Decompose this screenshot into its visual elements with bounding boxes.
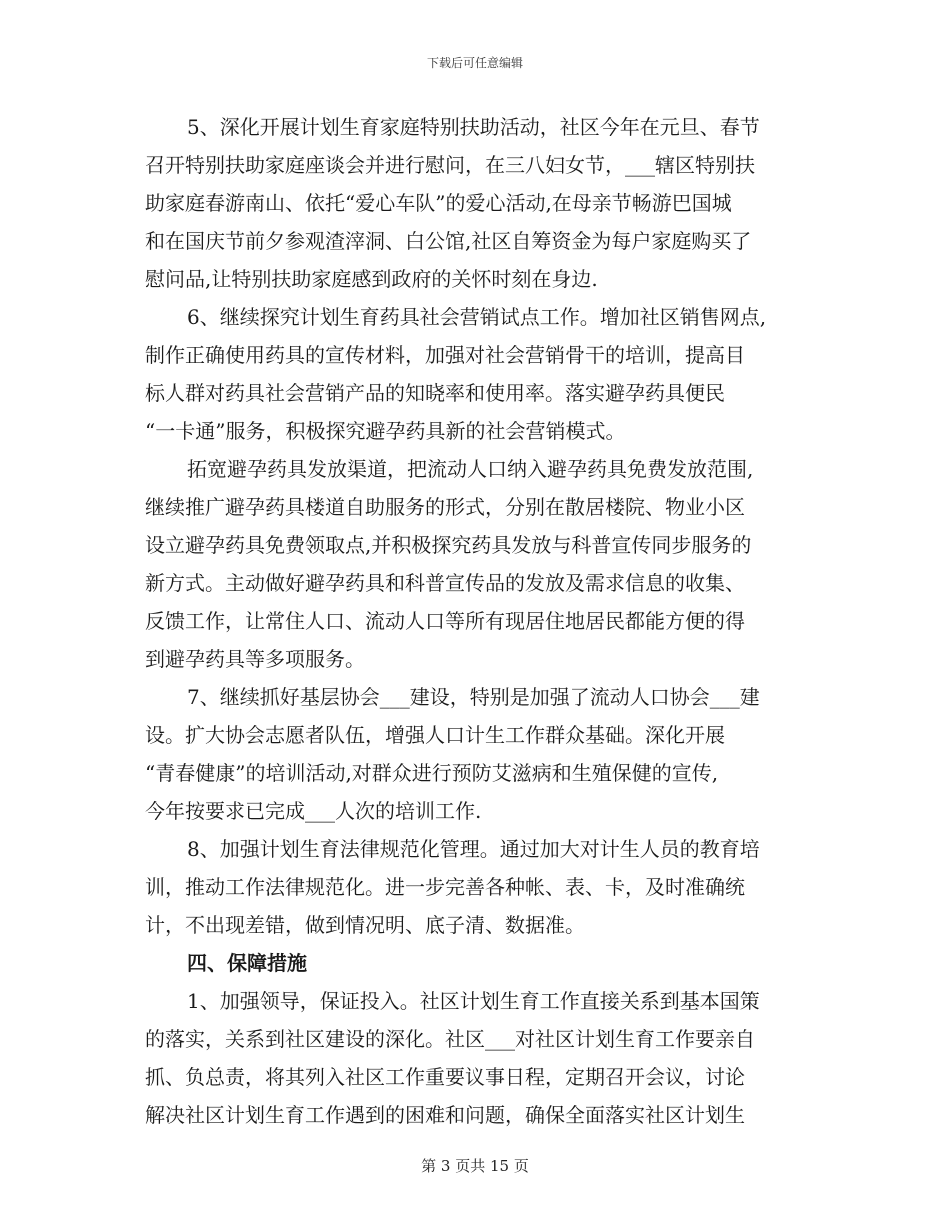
document-body [145, 108, 825, 1134]
text-line: 新方式。主动做好避孕药具和科普宣传品的发放及需求信息的收集、 [145, 571, 745, 595]
text-line: 今年按要求已完成___人次的培训工作. [145, 799, 482, 823]
text-line: 计，不出现差错，做到情况明、底子清、数据准。 [145, 913, 585, 937]
text-line: 设立避孕药具免费领取点,并积极探究药具发放与科普宣传同步服务的 [145, 533, 752, 557]
text-line: 慰问品,让特别扶助家庭感到政府的关怀时刻在身边. [145, 267, 598, 291]
text-line: 拓宽避孕药具发放渠道，把流动人口纳入避孕药具免费发放范围, [187, 457, 754, 481]
text-line: 6、继续探究计划生育药具社会营销试点工作。增加社区销售网点, [187, 305, 767, 329]
text-line: 解决社区计划生育工作遇到的困难和问题，确保全面落实社区计划生 [145, 1103, 745, 1127]
text-line: 和在国庆节前夕参观渣滓洞、白公馆,社区自筹资金为每户家庭购买了 [145, 229, 752, 253]
text-line: 继续推广避孕药具楼道自助服务的形式，分别在散居楼院、物业小区 [145, 495, 745, 519]
section-heading: 四、保障措施 [187, 951, 307, 975]
text-line: 抓、负总责，将其列入社区工作重要议事日程，定期召开会议，讨论 [145, 1065, 745, 1089]
page-footer: 第 3 页共 15 页 [421, 1157, 529, 1175]
page-header: 下载后可任意编辑 [426, 56, 523, 70]
text-line: 召开特别扶助家庭座谈会并进行慰问，在三八妇女节，___辖区特别扶 [145, 153, 755, 177]
text-line: 设。扩大协会志愿者队伍，增强人口计生工作群众基础。深化开展 [145, 723, 725, 747]
text-line: 反馈工作，让常住人口、流动人口等所有现居住地居民都能方便的得 [145, 609, 745, 633]
text-line: 8、加强计划生育法律规范化管理。通过加大对计生人员的教育培 [187, 837, 760, 861]
text-line: 训，推动工作法律规范化。进一步完善各种帐、表、卡，及时准确统 [145, 875, 745, 899]
text-line: 5、深化开展计划生育家庭特别扶助活动，社区今年在元旦、春节 [187, 115, 760, 139]
text-line: 1、加强领导，保证投入。社区计划生育工作直接关系到基本国策 [187, 989, 760, 1013]
text-line: 制作正确使用药具的宣传材料，加强对社会营销骨干的培训，提高目 [145, 343, 745, 367]
text-line: “青春健康”的培训活动,对群众进行预防艾滋病和生殖保健的宣传, [145, 761, 719, 785]
text-line: 7、继续抓好基层协会___建设，特别是加强了流动人口协会___建 [187, 685, 760, 709]
text-line: 助家庭春游南山、依托“爱心车队”的爱心活动,在母亲节畅游巴国城 [145, 191, 732, 215]
text-line: 的落实，关系到社区建设的深化。社区___对社区计划生育工作要亲自 [145, 1027, 755, 1051]
text-line: 到避孕药具等多项服务。 [145, 647, 365, 671]
text-line: “一卡通”服务，积极探究避孕药具新的社会营销模式。 [145, 419, 626, 443]
text-line: 标人群对药具社会营销产品的知晓率和使用率。落实避孕药具便民 [145, 381, 725, 405]
